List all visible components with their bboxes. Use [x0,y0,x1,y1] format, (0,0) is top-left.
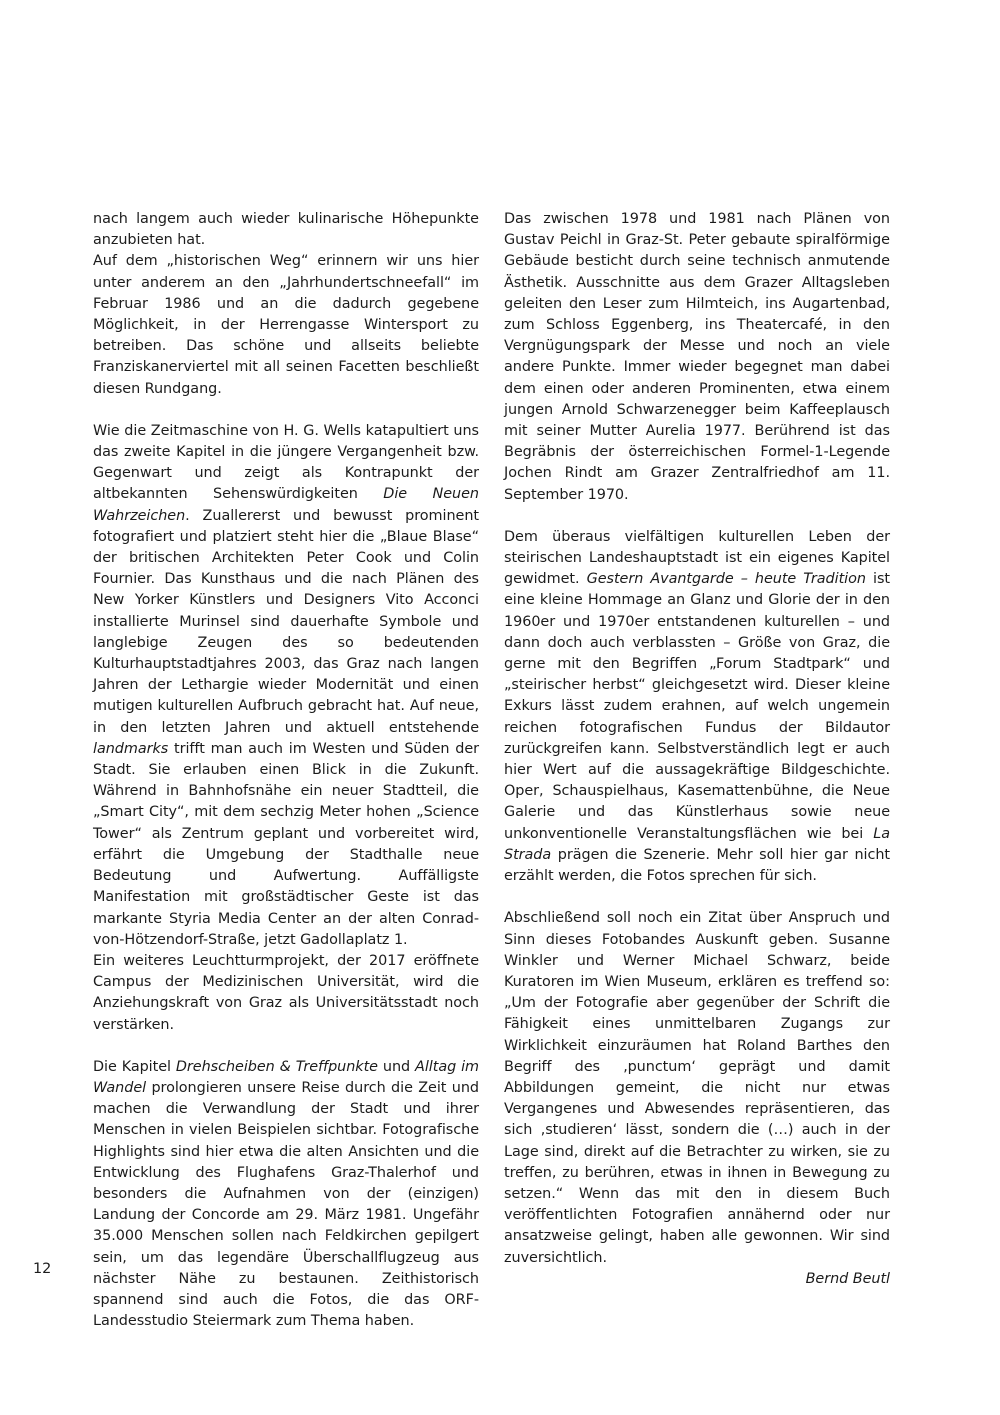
paragraph-culinary: nach langem auch wieder kulinarische Höhepunkte anzubieten hat. [93,211,479,249]
chapter-title-alltag: Alltag im Wandel [93,1058,479,1096]
paragraph-chapters-hubs: Die Kapitel Drehscheiben & Treffpunkte und Alltag im Wandel prolongieren unsere Reise durch die Zeit und machen die Verwandlung der Stadt und ihrer Menschen in vielen Beispielen sichtbar. Fotografische Highlights sind hier etwa die alten Ansichten und die Entwicklung des Flughafens Graz-Thalerhof und besonders die Aufnahmen von der (einzigen) Landung der Concorde am 29. März 1981. Ungefähr 35.000 Menschen sollen nach Feldkirchen gepilgert sein, um das legendäre Überschallflugzeug aus nächster Nähe zu bestaunen. Zeithistorisch spannend sind auch die Fotos, die das ORF-Landesstudio Steiermark zum Thema haben. [93,1058,479,1330]
venue-la-strada: La Strada [504,825,890,863]
chapter-title-neue-wahrzeichen: Die Neuen Wahrzeichen [93,486,479,524]
author-signature: Bernd Beutl [805,1270,890,1287]
chapter-title-avantgarde: Gestern Avantgarde – heute Tradition [586,571,866,588]
paragraph-closing-quote: Abschließend soll noch ein Zitat über Anspruch und Sinn dieses Fotobandes Auskunft geben. Susanne Winkler und Werner Michael Schwarz, beide Kuratoren im Wien Museum, erklären es treffend so: „Um der Fotografie aber gegenüber der Schrift die Fähigkeit eines unmittelbaren Zugangs zur Wirklichkeit einzuräumen hat Roland Barthes den Begriff des ‚punctum‘ geprägt und damit Abbildungen gemeint, die nicht nur etwas Vergangenes und Abwesendes repräsentieren, das sich ‚studieren‘ lässt, sondern die (…) auch in der Lage sind, direkt auf die Betrachter zu wirken, sie zu treffen, zu berühren, etwas in ihnen in Bewegung zu setzen.“ Wenn das mit den in diesem Buch veröffentlichten Fotografien annähernd oder nur ansatzweise gelingt, haben alle gewonnen. Wir sind zuversichtlich. [504,910,890,1266]
paragraph-new-landmarks: Wie die Zeitmaschine von H. G. Wells katapultiert uns das zweite Kapitel in die jüngere Vergangenheit bzw. Gegenwart und zeigt als Kontrapunkt der altbekannten Sehenswürdigkeiten Die Neuen Wahrzeichen. Zuallererst und bewusst prominent fotografiert und platziert steht hier die „Blaue Blase“ der britischen Architekten Peter Cook und Colin Fournier. Das Kunsthaus und die nach Plänen des New Yorker Künstlers und Designers Vito Acconci installierte Murinsel sind dauerhafte Symbole und langlebige Zeugen des so bedeutenden Kulturhauptstadtjahres 2003, das Graz nach langen Jahren der Lethargie wieder Modernität und einen mutigen kulturellen Aufbruch gebracht hat. Auf neue, in den letzten Jahren und aktuell entstehende landmarks trifft man auch im Westen und Süden der Stadt. Sie erlauben einen Blick in die Zukunft. Während in Bahnhofsnähe ein neuer Stadtteil, die „Smart City“, mit dem sechzig Meter hohen „Science Tower“ als Zentrum geplant und vorbereitet wird, erfährt die Umgebung der Stadthalle neue Bedeutung und Aufwertung. Auffälligste Manifestation mit großstädtischer Geste ist das markante Styria Media Center an der alten Conrad-von-Hötzendorf-Straße, jetzt Gadollaplatz 1. [93,422,479,948]
left-text-column [93,209,479,1332]
term-landmarks: landmarks [93,740,169,757]
paragraph-orf-building: Das zwischen 1978 und 1981 nach Plänen von Gustav Peichl in Graz-St. Peter gebaute spiralförmige Gebäude besticht durch seine technisch anmutende Ästhetik. Ausschnitte aus dem Grazer Alltagsleben geleiten den Leser zum Hilmteich, ins Augartenbad, zum Schloss Eggenberg, ins Theatercafé, in den Vergnügungspark der Messe und noch an viele andere Punkte. Immer wieder begegnet man dabei dem einen oder anderen Prominenten, etwa einem jungen Arnold Schwarzenegger beim Kaffeeplausch mit seiner Mutter Aurelia 1977. Berührend ist das Begräbnis der österreichischen Formel-1-Legende Jochen Rindt am Grazer Zentralfriedhof am 11. September 1970. [504,211,890,503]
page-number: 12 [33,1261,52,1277]
paragraph-med-campus: Ein weiteres Leuchtturmprojekt, der 2017 eröffnete Campus der Medizinischen Universität, wird die Anziehungskraft von Graz als Universitätsstadt noch verstärken. [93,952,479,1033]
chapter-title-drehscheiben: Drehscheiben & Treffpunkte [175,1058,378,1075]
paragraph-historic-path: Auf dem „historischen Weg“ erinnern wir uns hier unter anderem an den „Jahrhundertschneefall“ im Februar 1986 und an die dadurch gegebene Möglichkeit, in der Herrengasse Wintersport zu betreiben. Das schöne und allseits beliebte Franziskanerviertel mit all seinen Facetten beschließt diesen Rundgang. [93,253,479,397]
right-text-column [504,209,890,1290]
paragraph-culture: Dem überaus vielfältigen kulturellen Leben der steirischen Landeshauptstadt ist ein eigenes Kapitel gewidmet. Gestern Avantgarde – heute Tradition ist eine kleine Hommage an Glanz und Glorie der in den 1960er und 1970er entstandenen kulturellen – und dann doch auch verblassten – Größe von Graz, die gerne mit den Begriffen „Forum Stadtpark“ und „steirischer herbst“ gleichgesetzt wird. Dieser kleine Exkurs lässt zudem erahnen, auf welch ungemein reichen fotografischen Fundus der Bildautor zurückgreifen kann. Selbstverständlich legt er auch hier Wert auf die aussagekräftige Bildgeschichte. Oper, Schauspielhaus, Kasemattenbühne, die Neue Galerie und das Künstlerhaus sowie neue unkonventionelle Veranstaltungsflächen wie bei La Strada prägen die Szenerie. Mehr soll hier gar nicht erzählt werden, die Fotos sprechen für sich. [504,528,890,885]
